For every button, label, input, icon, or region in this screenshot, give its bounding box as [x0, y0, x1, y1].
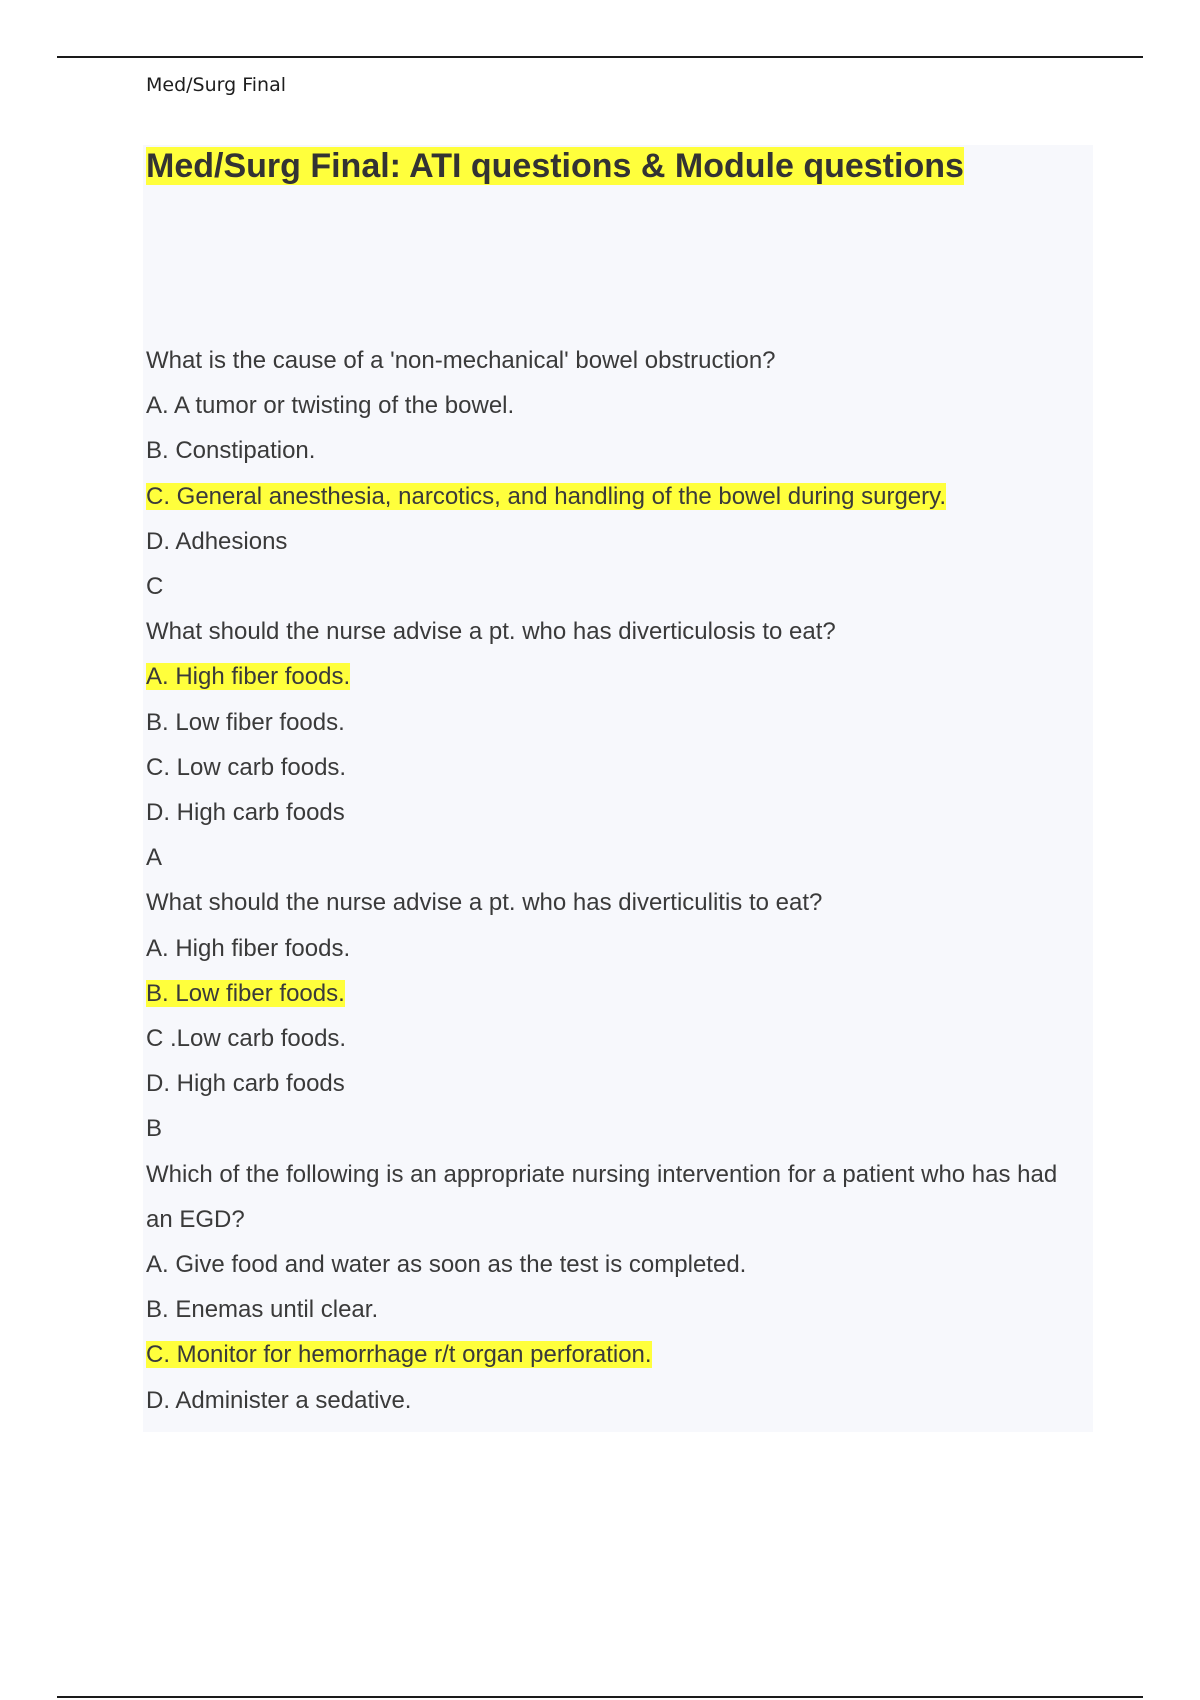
- footer-rule: [57, 1696, 1143, 1698]
- highlight-mark: C. General anesthesia, narcotics, and handling of the bowel during surgery.: [146, 482, 947, 510]
- option-item: A. A tumor or twisting of the bowel.: [146, 392, 515, 420]
- option-item: D. Adhesions: [146, 527, 288, 555]
- question-text: What should the nurse advise a pt. who has diverticulitis to eat?: [146, 889, 823, 917]
- option-item: A. Give food and water as soon as the test is completed.: [146, 1251, 747, 1279]
- option-item: C. Low carb foods.: [146, 753, 347, 781]
- option-item: B. Low fiber foods.: [146, 708, 345, 736]
- option-item-highlighted: [146, 971, 1076, 1016]
- option-item-highlighted: [146, 1332, 1076, 1377]
- running-header: Med/Surg Final: [146, 74, 287, 96]
- answer-key: A: [146, 844, 163, 872]
- answer-key: C: [146, 573, 164, 601]
- option-item: A. High fiber foods.: [146, 934, 351, 962]
- option-item: D. High carb foods: [146, 799, 345, 827]
- option-item: B. Enemas until clear.: [146, 1296, 379, 1324]
- option-item: C .Low carb foods.: [146, 1025, 347, 1053]
- option-item-highlighted: [146, 654, 1076, 699]
- header-rule: [57, 56, 1143, 58]
- question-list: [146, 338, 1076, 1423]
- question-text: What should the nurse advise a pt. who has diverticulosis to eat?: [146, 618, 836, 646]
- document-title: [146, 145, 964, 187]
- question-text: What is the cause of a 'non-mechanical' bowel obstruction?: [146, 347, 776, 374]
- answer-key: B: [146, 1115, 163, 1143]
- title-highlight: Med/Surg Final: ATI questions & Module questions: [146, 147, 964, 185]
- option-item: D. Administer a sedative.: [146, 1386, 412, 1414]
- highlight-mark: A. High fiber foods.: [146, 663, 351, 691]
- option-item: B. Constipation.: [146, 437, 316, 465]
- highlight-mark: C. Monitor for hemorrhage r/t organ perforation.: [146, 1341, 652, 1369]
- highlight-mark: B. Low fiber foods.: [146, 979, 345, 1007]
- option-item: D. High carb foods: [146, 1070, 345, 1098]
- question-text: Which of the following is an appropriate nursing intervention for a patient who has had an EGD?: [146, 1160, 1058, 1233]
- option-item-highlighted: [146, 474, 1076, 519]
